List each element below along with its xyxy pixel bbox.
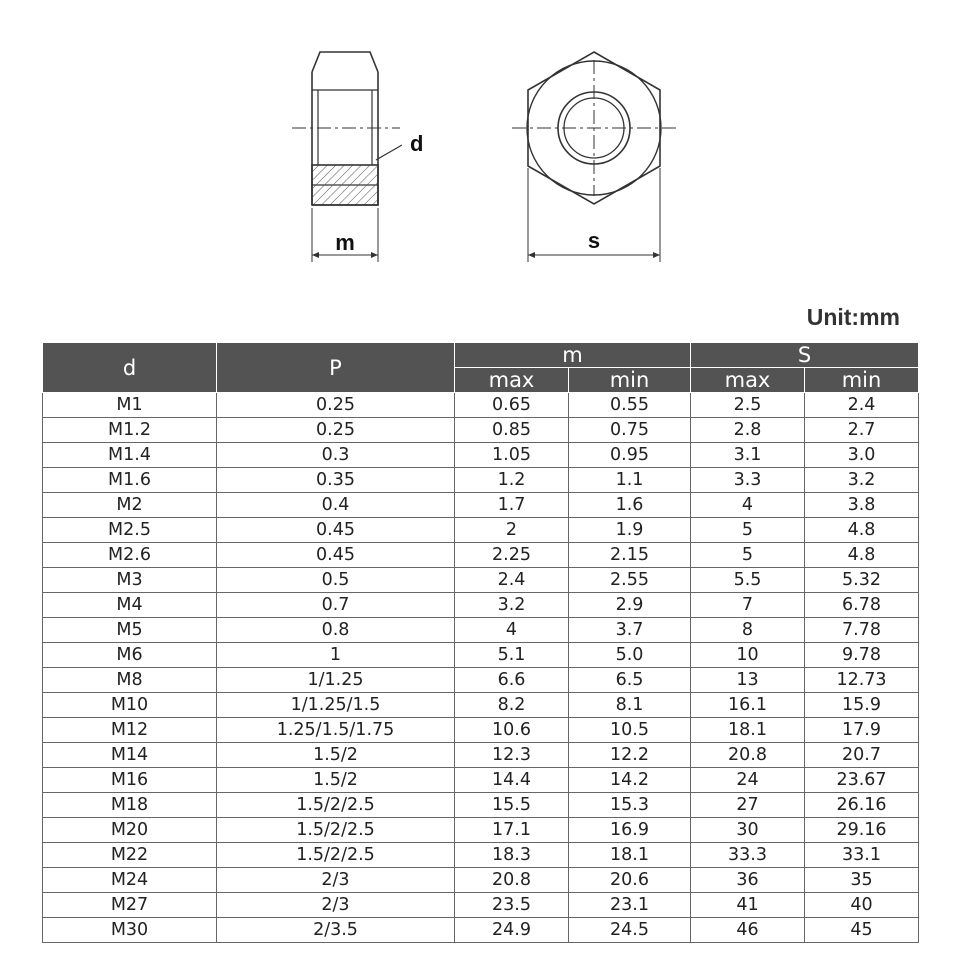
cell-d: M1.4 — [43, 443, 217, 468]
header-m-max: max — [455, 368, 569, 393]
label-s: s — [587, 228, 601, 253]
table-row — [43, 618, 919, 643]
cell-m-min: 1.9 — [569, 518, 691, 543]
cell-m-max: 8.2 — [455, 693, 569, 718]
cell-d: M4 — [43, 593, 217, 618]
cell-m-min: 24.5 — [569, 918, 691, 943]
cell-p: 0.3 — [217, 443, 455, 468]
cell-m-min: 18.1 — [569, 843, 691, 868]
cell-s-min: 26.16 — [805, 793, 919, 818]
cell-m-max: 2 — [455, 518, 569, 543]
table-row — [43, 393, 919, 418]
cell-s-min: 12.73 — [805, 668, 919, 693]
table-row — [43, 443, 919, 468]
table-row — [43, 543, 919, 568]
cell-s-max: 33.3 — [691, 843, 805, 868]
cell-d: M18 — [43, 793, 217, 818]
cell-s-max: 13 — [691, 668, 805, 693]
table-body — [43, 393, 919, 943]
cell-p: 1.5/2/2.5 — [217, 818, 455, 843]
cell-s-max: 3.1 — [691, 443, 805, 468]
cell-m-min: 14.2 — [569, 768, 691, 793]
table-row — [43, 493, 919, 518]
cell-p: 1/1.25 — [217, 668, 455, 693]
cell-m-max: 1.7 — [455, 493, 569, 518]
cell-d: M30 — [43, 918, 217, 943]
cell-p: 0.25 — [217, 418, 455, 443]
table-row — [43, 643, 919, 668]
header-m: m — [455, 343, 691, 368]
table-row — [43, 768, 919, 793]
cell-s-min: 3.2 — [805, 468, 919, 493]
cell-p: 2/3 — [217, 868, 455, 893]
unit-label: Unit:mm — [806, 304, 900, 330]
cell-p: 1/1.25/1.5 — [217, 693, 455, 718]
cell-s-max: 20.8 — [691, 743, 805, 768]
cell-s-min: 3.8 — [805, 493, 919, 518]
cell-s-min: 6.78 — [805, 593, 919, 618]
cell-m-min: 23.1 — [569, 893, 691, 918]
cell-m-max: 4 — [455, 618, 569, 643]
label-m: m — [335, 230, 355, 255]
cell-p: 0.35 — [217, 468, 455, 493]
cell-m-max: 18.3 — [455, 843, 569, 868]
cell-m-min: 5.0 — [569, 643, 691, 668]
cell-p: 0.5 — [217, 568, 455, 593]
cell-m-max: 23.5 — [455, 893, 569, 918]
cell-d: M8 — [43, 668, 217, 693]
table-row — [43, 718, 919, 743]
nut-spec-table — [42, 342, 919, 943]
cell-m-max: 14.4 — [455, 768, 569, 793]
table-row — [43, 743, 919, 768]
cell-m-max: 17.1 — [455, 818, 569, 843]
cell-s-max: 8 — [691, 618, 805, 643]
cell-p: 2/3.5 — [217, 918, 455, 943]
cell-d: M1.6 — [43, 468, 217, 493]
cell-m-max: 2.25 — [455, 543, 569, 568]
header-s-max: max — [691, 368, 805, 393]
cell-m-max: 5.1 — [455, 643, 569, 668]
cell-m-min: 1.1 — [569, 468, 691, 493]
cell-m-min: 16.9 — [569, 818, 691, 843]
cell-s-max: 18.1 — [691, 718, 805, 743]
table-row — [43, 668, 919, 693]
cell-m-min: 15.3 — [569, 793, 691, 818]
cell-s-max: 46 — [691, 918, 805, 943]
cell-p: 2/3 — [217, 893, 455, 918]
cell-s-max: 30 — [691, 818, 805, 843]
cell-s-min: 15.9 — [805, 693, 919, 718]
cell-m-max: 15.5 — [455, 793, 569, 818]
cell-m-min: 2.55 — [569, 568, 691, 593]
cell-s-min: 45 — [805, 918, 919, 943]
cell-m-max: 10.6 — [455, 718, 569, 743]
cell-s-min: 2.4 — [805, 393, 919, 418]
cell-m-min: 12.2 — [569, 743, 691, 768]
cell-m-min: 2.9 — [569, 593, 691, 618]
cell-s-min: 5.32 — [805, 568, 919, 593]
cell-p: 1.5/2 — [217, 743, 455, 768]
cell-d: M2.6 — [43, 543, 217, 568]
cell-d: M5 — [43, 618, 217, 643]
cell-s-min: 9.78 — [805, 643, 919, 668]
cell-s-min: 4.8 — [805, 518, 919, 543]
cell-s-max: 41 — [691, 893, 805, 918]
cell-p: 0.7 — [217, 593, 455, 618]
hex-nut-drawing — [0, 0, 960, 300]
table-row — [43, 818, 919, 843]
cell-s-max: 5 — [691, 518, 805, 543]
cell-d: M12 — [43, 718, 217, 743]
cell-p: 1.25/1.5/1.75 — [217, 718, 455, 743]
cell-p: 1.5/2 — [217, 768, 455, 793]
cell-p: 0.45 — [217, 518, 455, 543]
header-d: d — [43, 343, 217, 393]
cell-s-max: 16.1 — [691, 693, 805, 718]
cell-s-max: 24 — [691, 768, 805, 793]
cell-m-max: 0.65 — [455, 393, 569, 418]
cell-p: 0.8 — [217, 618, 455, 643]
cell-m-max: 24.9 — [455, 918, 569, 943]
cell-m-min: 6.5 — [569, 668, 691, 693]
cell-s-min: 2.7 — [805, 418, 919, 443]
cell-m-max: 6.6 — [455, 668, 569, 693]
cell-s-min: 29.16 — [805, 818, 919, 843]
table-row — [43, 693, 919, 718]
table-row — [43, 568, 919, 593]
cell-p: 1.5/2/2.5 — [217, 843, 455, 868]
cell-d: M10 — [43, 693, 217, 718]
table-row — [43, 418, 919, 443]
cell-s-max: 5.5 — [691, 568, 805, 593]
cell-s-max: 3.3 — [691, 468, 805, 493]
cell-s-max: 7 — [691, 593, 805, 618]
cell-d: M20 — [43, 818, 217, 843]
cell-s-min: 7.78 — [805, 618, 919, 643]
label-d: d — [410, 131, 424, 156]
cell-d: M14 — [43, 743, 217, 768]
cell-p: 0.45 — [217, 543, 455, 568]
table-row — [43, 868, 919, 893]
table-row — [43, 793, 919, 818]
cell-s-min: 23.67 — [805, 768, 919, 793]
cell-s-max: 27 — [691, 793, 805, 818]
cell-m-min: 0.55 — [569, 393, 691, 418]
cell-s-min: 17.9 — [805, 718, 919, 743]
cell-d: M6 — [43, 643, 217, 668]
header-s-min: min — [805, 368, 919, 393]
table-row — [43, 518, 919, 543]
cell-s-max: 5 — [691, 543, 805, 568]
cell-s-max: 4 — [691, 493, 805, 518]
cell-m-max: 2.4 — [455, 568, 569, 593]
cell-m-min: 3.7 — [569, 618, 691, 643]
cell-d: M27 — [43, 893, 217, 918]
cell-m-min: 0.95 — [569, 443, 691, 468]
cell-m-min: 0.75 — [569, 418, 691, 443]
cell-m-min: 2.15 — [569, 543, 691, 568]
cell-m-min: 10.5 — [569, 718, 691, 743]
cell-d: M24 — [43, 868, 217, 893]
cell-m-min: 8.1 — [569, 693, 691, 718]
table-row — [43, 918, 919, 943]
cell-p: 1 — [217, 643, 455, 668]
cell-s-min: 35 — [805, 868, 919, 893]
cell-d: M16 — [43, 768, 217, 793]
cell-m-max: 3.2 — [455, 593, 569, 618]
cell-s-min: 3.0 — [805, 443, 919, 468]
cell-m-max: 12.3 — [455, 743, 569, 768]
header-s: S — [691, 343, 919, 368]
cell-d: M22 — [43, 843, 217, 868]
cell-m-max: 1.05 — [455, 443, 569, 468]
cell-s-min: 40 — [805, 893, 919, 918]
cell-s-min: 4.8 — [805, 543, 919, 568]
header-p: P — [217, 343, 455, 393]
cell-s-min: 20.7 — [805, 743, 919, 768]
cell-p: 0.4 — [217, 493, 455, 518]
cell-s-max: 10 — [691, 643, 805, 668]
cell-d: M1.2 — [43, 418, 217, 443]
header-m-min: min — [569, 368, 691, 393]
cell-m-min: 20.6 — [569, 868, 691, 893]
cell-m-min: 1.6 — [569, 493, 691, 518]
cell-p: 1.5/2/2.5 — [217, 793, 455, 818]
table-row — [43, 468, 919, 493]
cell-m-max: 20.8 — [455, 868, 569, 893]
cell-m-max: 1.2 — [455, 468, 569, 493]
cell-p: 0.25 — [217, 393, 455, 418]
cell-s-max: 2.8 — [691, 418, 805, 443]
cell-s-min: 33.1 — [805, 843, 919, 868]
cell-s-max: 36 — [691, 868, 805, 893]
table-row — [43, 893, 919, 918]
cell-d: M2 — [43, 493, 217, 518]
cell-m-max: 0.85 — [455, 418, 569, 443]
cell-d: M3 — [43, 568, 217, 593]
cell-d: M1 — [43, 393, 217, 418]
table-row — [43, 593, 919, 618]
cell-d: M2.5 — [43, 518, 217, 543]
table-row — [43, 843, 919, 868]
cell-s-max: 2.5 — [691, 393, 805, 418]
